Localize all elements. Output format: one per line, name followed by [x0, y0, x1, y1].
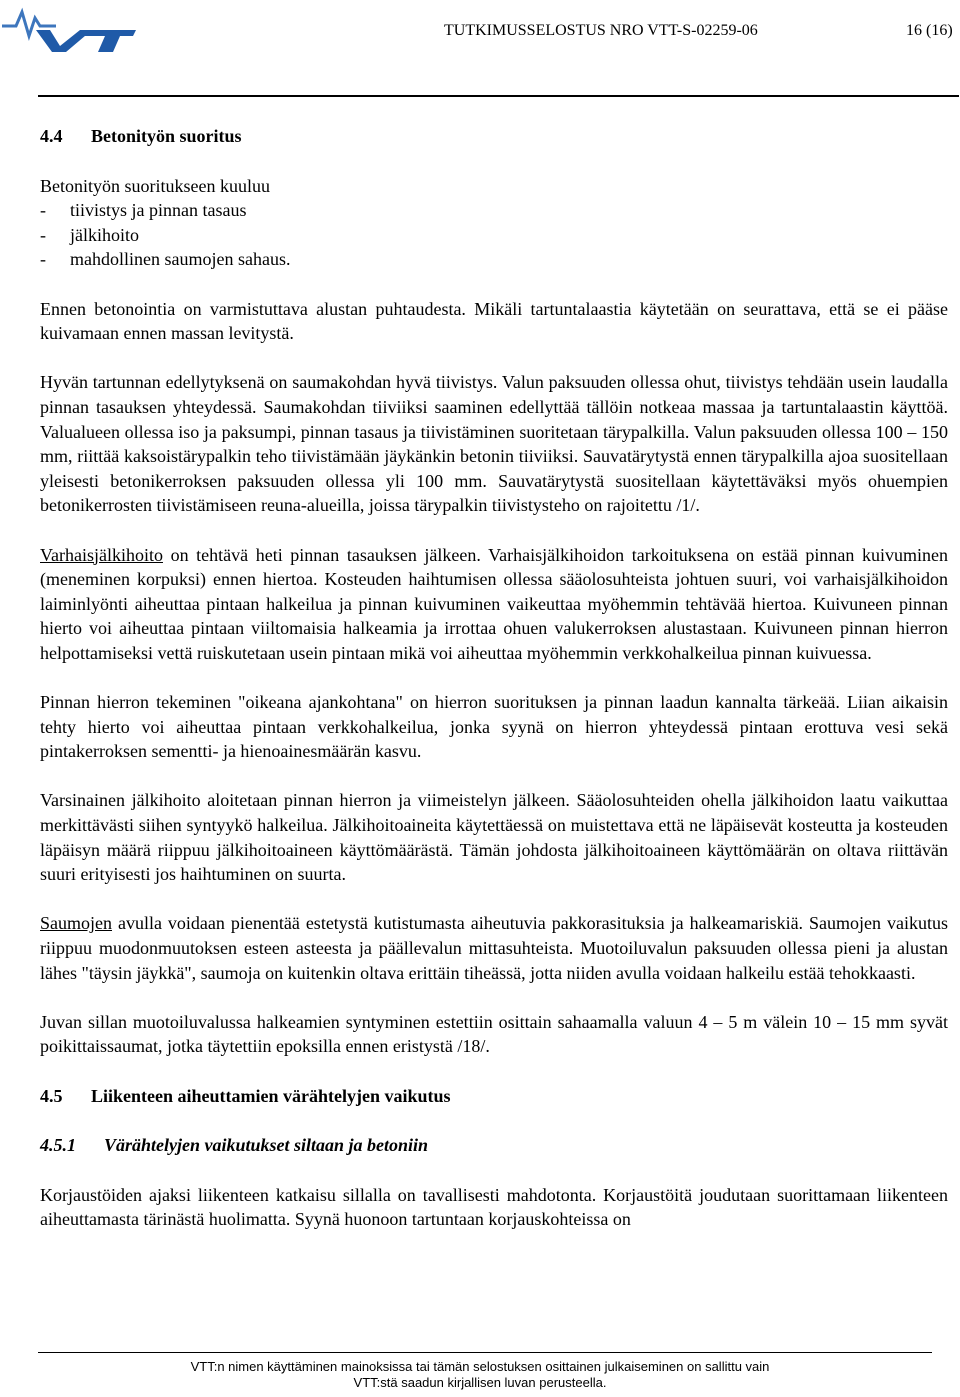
subsection-title: Värähtelyjen vaikutukset siltaan ja betoniin [104, 1135, 429, 1156]
paragraph: Korjaustöiden ajaksi liikenteen katkaisu sillalla on tavallisesti mahdotonta. Korjaustöitä joudutaan suorittamaan liikenteen aiheuttamasta tärinästä huolimatta. Syynä huonoon tartuntaan korjauskohteissa on [40, 1184, 948, 1230]
paragraph: Varhaisjälkihoito on tehtävä heti pinnan tasauksen jälkeen. Varhaisjälkihoidon tarkoituksena on estää pinnan kuivuminen (meneminen korpuksi) ennen hiertoa. Kosteuden haihtumisen ollessa sääolosuhteista johtuen suuri, voi varhaisjälkihoidon laiminlyönti aiheuttaa pintaan halkeilua ja pinnan kuivuminen vaikeuttaa myöhemmin tehtävää hiertoa. Kuivuneen pinnan hierto voi aiheuttaa pintaan viiltomaisia halkeamia ja irrottaa ohuen valukerroksen alustastaan. Kuivuneen pinnan hierron helpottamiseksi vettä ruiskutetaan usein pintaan mikä voi aiheuttaa myöhemmin verkkohalkeilua pinnan kuivuessa. [40, 544, 948, 663]
page-number: 16 (16) [906, 22, 953, 39]
paragraph: Ennen betonointia on varmistuttava alustan puhtaudesta. Mikäli tartuntalaastia käytetään on seurattava, että se ei pääse kuivamaan ennen massan levitystä. [40, 298, 948, 344]
paragraph: Varsinainen jälkihoito aloitetaan pinnan hierron ja viimeistelyn jälkeen. Sääolosuhteiden ohella jälkihoidon laatu vaikuttaa merkittävästi siihen syntyykö halkeilua. Jälkihoitoaineita käytettäessä on muistettava että ne läpäisevät kosteutta ja kosteuden läpäisyn määrä riippuu jälkihoitoaineen käyttömäärästä. Tämän johdosta jälkihoitoaineen käyttömäärän on oltava riittävän suuri erityisesti jos haihtuminen on suurta. [40, 790, 948, 885]
section-title: Betonityön suoritus [91, 126, 242, 146]
term-underlined: Varhaisjälkihoito [40, 544, 163, 565]
term-underlined: Saumojen [40, 913, 112, 934]
footer-divider [38, 1352, 932, 1353]
section-number: 4.5 [40, 1085, 63, 1106]
footer-line: VTT:stä saadun kirjallisen luvan perusteella. [353, 1375, 607, 1390]
report-title: TUTKIMUSSELOSTUS NRO VTT-S-02259-06 [444, 22, 758, 39]
section-heading [40, 124, 948, 149]
section-number: 4.4 [40, 126, 63, 146]
paragraph: Juvan sillan muotoiluvalussa halkeamien syntyminen estettiin osittain sahaamalla valuun 4 – 5 m välein 10 – 15 mm syvät poikittaissaumat, jotka täytettiin epoksilla ennen eristystä /18/. [40, 1011, 948, 1057]
vtt-logo [0, 2, 140, 58]
intro-text: Betonityön suoritukseen kuuluu [40, 175, 270, 196]
footer-line: VTT:n nimen käyttäminen mainoksissa tai tämän selostuksen osittainen julkaiseminen on sallittu vain [190, 1359, 770, 1374]
header-divider [38, 95, 959, 97]
paragraph: Hyvän tartunnan edellytyksenä on saumakohdan hyvä tiivistys. Valun paksuuden ollessa ohut, tiivistys tehdään usein laudalla pinnan tasauksen yhteydessä. Saumakohdan tiiviiksi saaminen edellyttää tällöin notkeaa massaa ja tartuntalaastin käyttöä. Valualueen ollessa iso ja paksumpi, pinnan tasaus ja tiivistäminen suoritetaan tärypalkilla. Valun paksuuden ollessa 100 – 150 mm, riittää kaksoistärypalkin teho tiivistämään jäykänkin betonin tiiviiksi. Sauvatärytystä ennen tärypalkilla ajoa suositellaan yleisesti betonikerroksen paksuuden ollessa yli 100 mm. Sauvatärytystä suositellaan käytettäväksi myös ohuempien betonikerrosten tiivistämiseen reuna-alueilla, joissa tärypalkin tiivistysteho on rajoitettu /1/. [40, 372, 948, 516]
subsection-heading [40, 1133, 948, 1158]
list-item: - mahdollinen saumojen sahaus. [40, 249, 291, 270]
work-list [40, 198, 948, 272]
section-title: Liikenteen aiheuttamien värähtelyjen vaikutus [91, 1085, 451, 1106]
subsection-number: 4.5.1 [40, 1135, 76, 1156]
paragraph: Pinnan hierron tekeminen "oikeana ajankohtana" on hierron suorituksen ja pinnan laadun kannalta tärkeää. Liian aikaisin tehty hierto voi aiheuttaa pintaan verkkohalkeilua, jonka syynä on hierron yhteydessä pintaan erottuva vesi sekä pintakerroksen sementti- ja hienoainesmäärän kasvu. [40, 692, 948, 762]
paragraph: Saumojen avulla voidaan pienentää estetystä kutistumasta aiheutuvia pakkorasituksia ja halkeamariskiä. Saumojen vaikutus riippuu muodonmuutoksen esteen asteesta ja päällevalun mittasuhteista. Muotoiluvalun paksuuden ollessa pieni ja alustan lähes "täysin jäykkä", saumoja on kuitenkin oltava erittäin tiheässä, jotta niiden avulla voidaan halkeilu estää tehokkaasti. [40, 913, 948, 983]
section-heading [40, 1084, 948, 1109]
document-body [40, 124, 948, 1257]
list-item: - jälkihoito [40, 224, 139, 245]
footer [0, 1359, 960, 1391]
list-item: - tiivistys ja pinnan tasaus [40, 200, 247, 221]
